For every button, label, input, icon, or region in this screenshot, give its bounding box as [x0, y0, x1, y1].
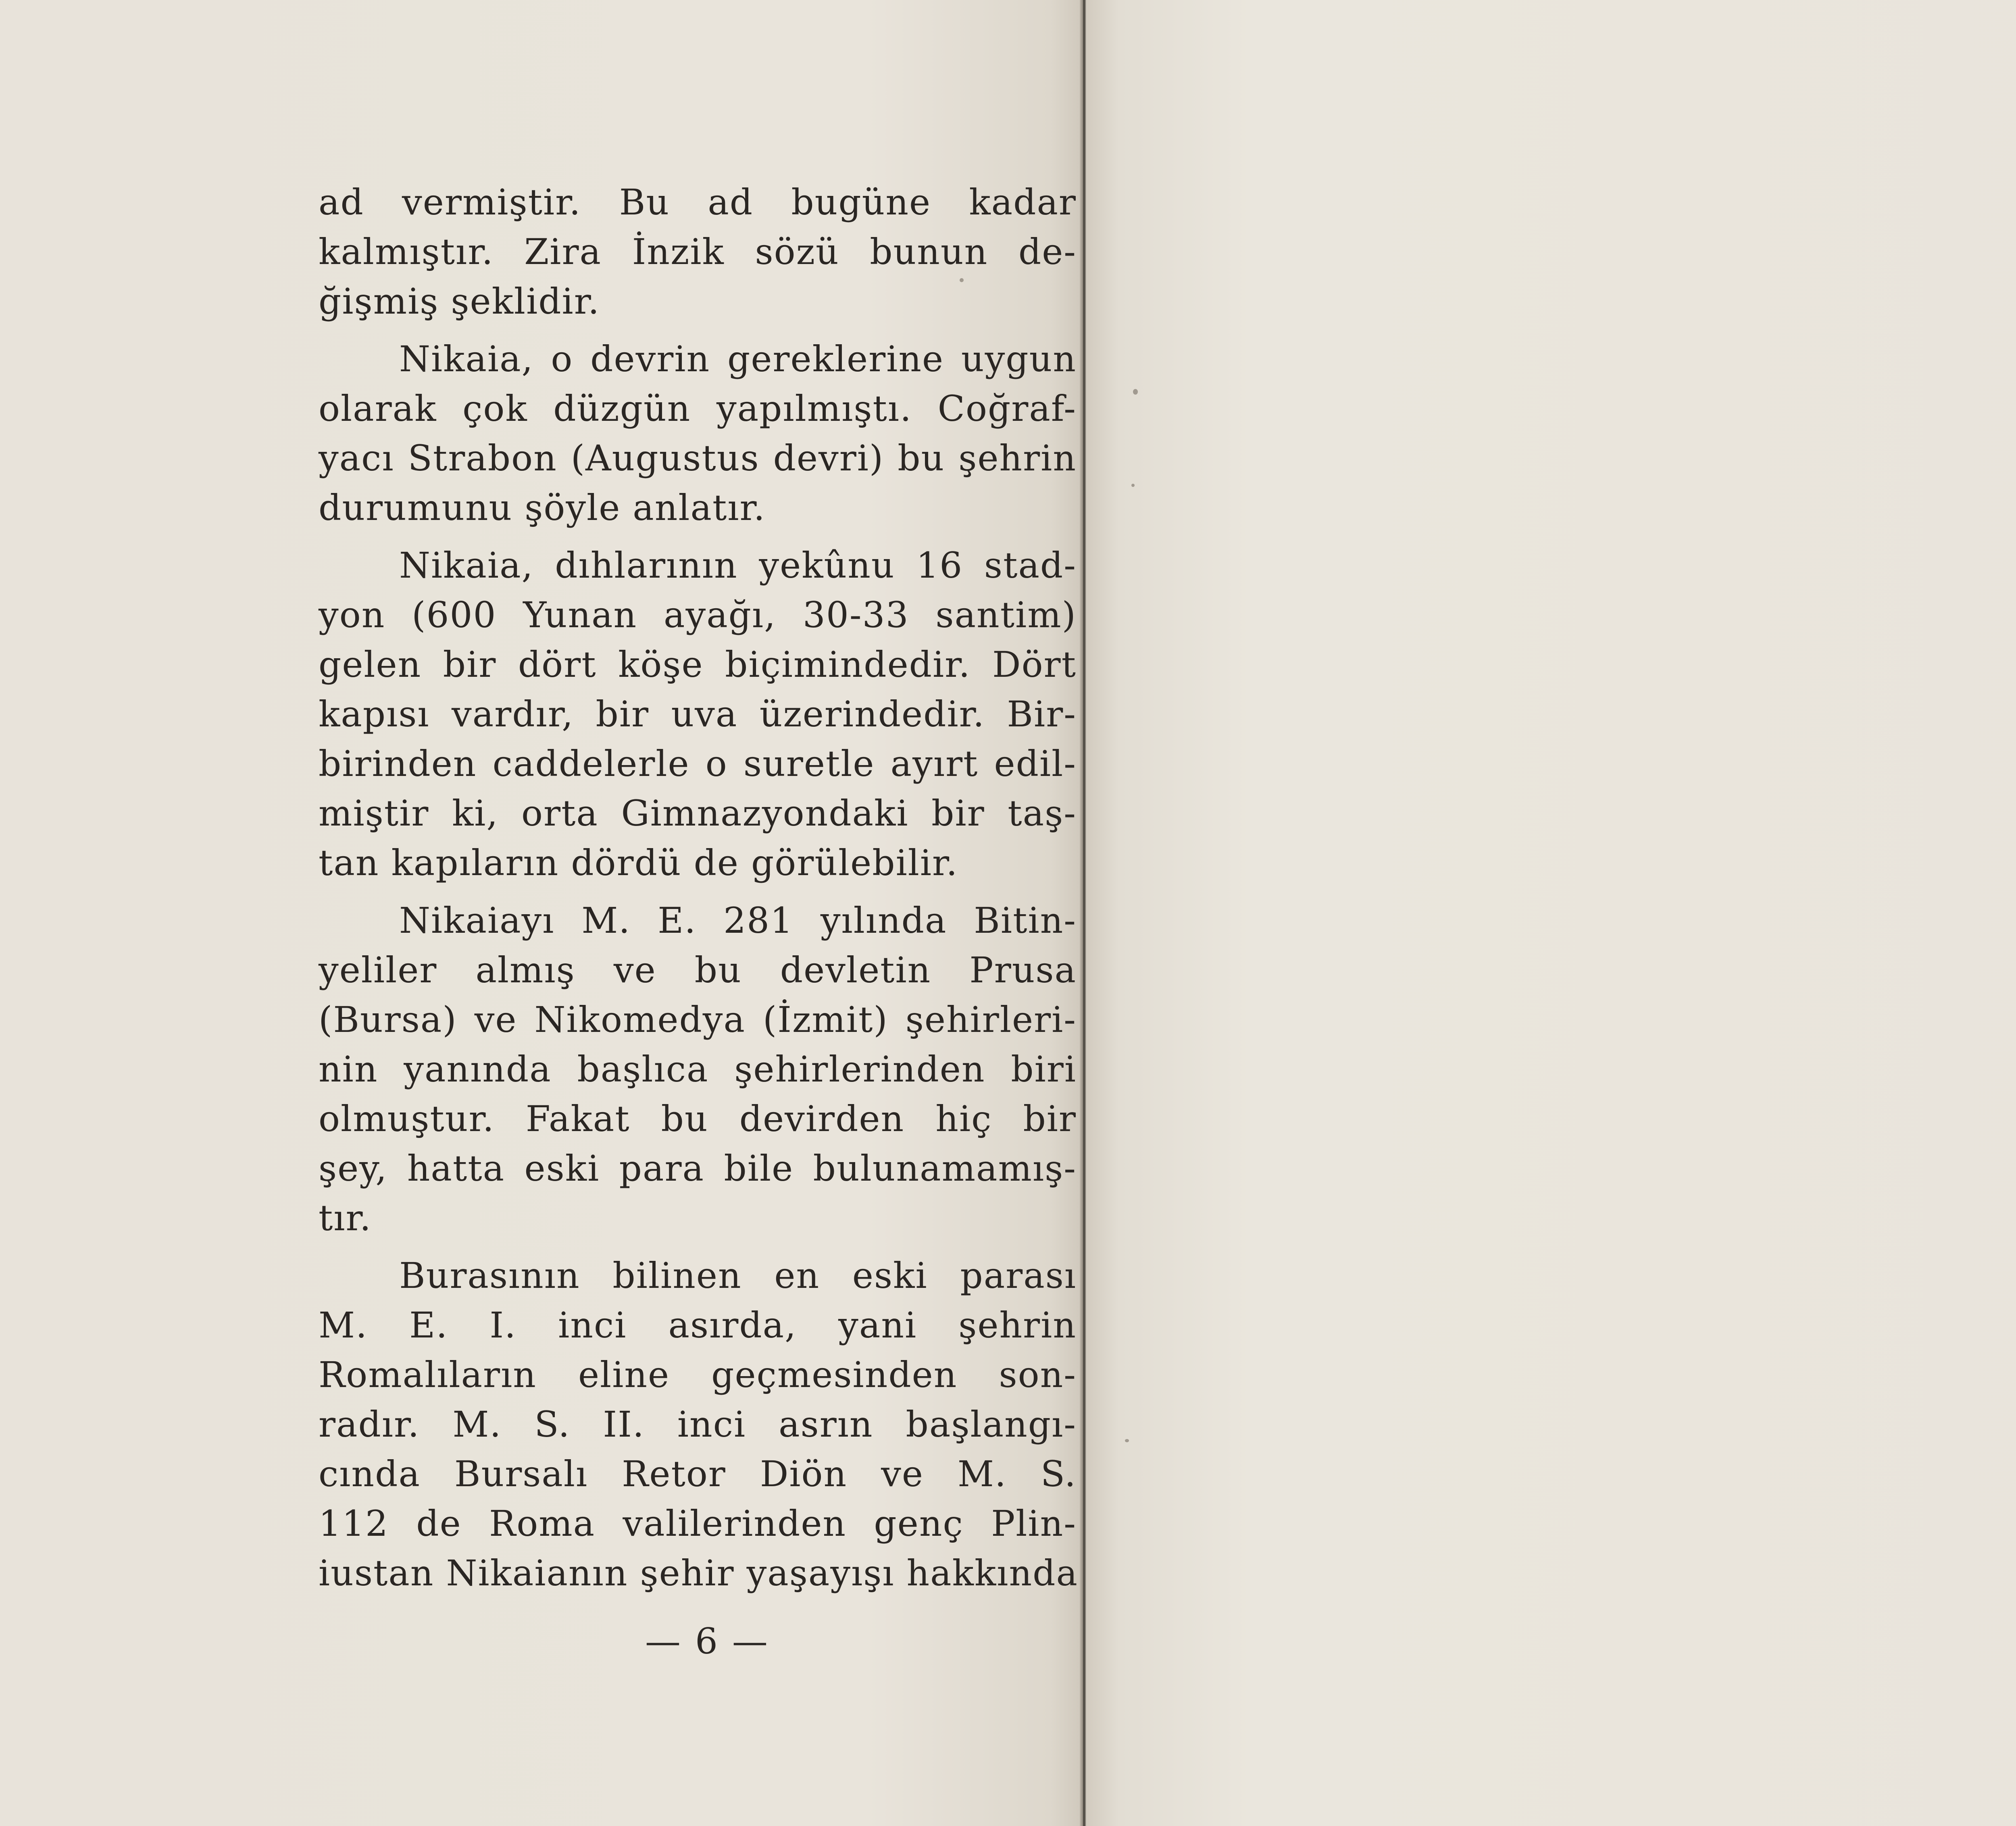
- paper-speck: [960, 278, 964, 282]
- paragraph-gap: [319, 888, 1077, 896]
- text-line: tır.: [319, 1197, 372, 1239]
- right-page: [1086, 0, 2016, 1826]
- left-page-text: [319, 177, 1077, 1598]
- text-line: radır. M. S. II. inci asrın başlangı-: [319, 1404, 1077, 1445]
- paragraph: [319, 334, 1077, 532]
- paragraph: [319, 541, 1077, 888]
- gutter-line: [1083, 0, 1085, 1826]
- text-line: miştir ki, orta Gimnazyondaki bir taş-: [319, 792, 1077, 834]
- text-line: yeliler almış ve bu devletin Prusa: [319, 949, 1077, 991]
- text-line: 112 de Roma valilerinden genç Plin-: [319, 1503, 1077, 1544]
- text-line: gelen bir dört köşe biçimindedir. Dört: [319, 644, 1077, 685]
- text-line: Romalıların eline geçmesinden son-: [319, 1354, 1077, 1395]
- text-line: birinden caddelerle o suretle ayırt edil-: [319, 743, 1077, 784]
- paper-speck: [1133, 389, 1138, 395]
- paper-speck: [1131, 484, 1135, 487]
- text-line: durumunu şöyle anlatır.: [319, 487, 766, 528]
- paragraph: [319, 1251, 1077, 1598]
- paragraph: [319, 177, 1077, 326]
- text-line: Nikaia, o devrin gereklerine uygun: [399, 338, 1077, 380]
- text-line: ğişmiş şeklidir.: [319, 281, 600, 322]
- paragraph: [319, 896, 1077, 1243]
- text-line: ad vermiştir. Bu ad bugüne kadar: [319, 181, 1077, 223]
- text-line: olmuştur. Fakat bu devirden hiç bir: [319, 1098, 1077, 1140]
- text-line: Nikaiayı M. E. 281 yılında Bitin-: [399, 900, 1077, 941]
- text-line: kapısı vardır, bir uva üzerindedir. Bir-: [319, 693, 1077, 735]
- text-line: yon (600 Yunan ayağı, 30-33 santim): [319, 594, 1077, 636]
- text-line: iustan Nikaianın şehir yaşayışı hakkında: [319, 1552, 1078, 1594]
- paragraph-gap: [319, 326, 1077, 334]
- text-line: şey, hatta eski para bile bulunamamış-: [319, 1148, 1077, 1189]
- text-line: kalmıştır. Zira İnzik sözü bunun de-: [319, 231, 1077, 272]
- paper-speck: [1125, 1439, 1129, 1442]
- text-line: Burasının bilinen en eski parası: [399, 1255, 1077, 1296]
- left-page-number: — 6 —: [645, 1620, 769, 1662]
- text-line: olarak çok düzgün yapılmıştı. Coğraf-: [319, 388, 1077, 429]
- text-line: tan kapıların dördü de görülebilir.: [319, 842, 958, 884]
- text-line: M. E. I. inci asırda, yani şehrin: [319, 1304, 1077, 1346]
- text-line: nin yanında başlıca şehirlerinden biri: [319, 1048, 1077, 1090]
- text-line: Nikaia, dıhlarının yekûnu 16 stad-: [399, 545, 1077, 586]
- text-line: cında Bursalı Retor Diön ve M. S.: [319, 1453, 1077, 1495]
- paragraph-gap: [319, 532, 1077, 541]
- text-line: yacı Strabon (Augustus devri) bu şehrin: [319, 437, 1077, 479]
- text-line: (Bursa) ve Nikomedya (İzmit) şehirleri-: [319, 999, 1077, 1040]
- paragraph-gap: [319, 1243, 1077, 1251]
